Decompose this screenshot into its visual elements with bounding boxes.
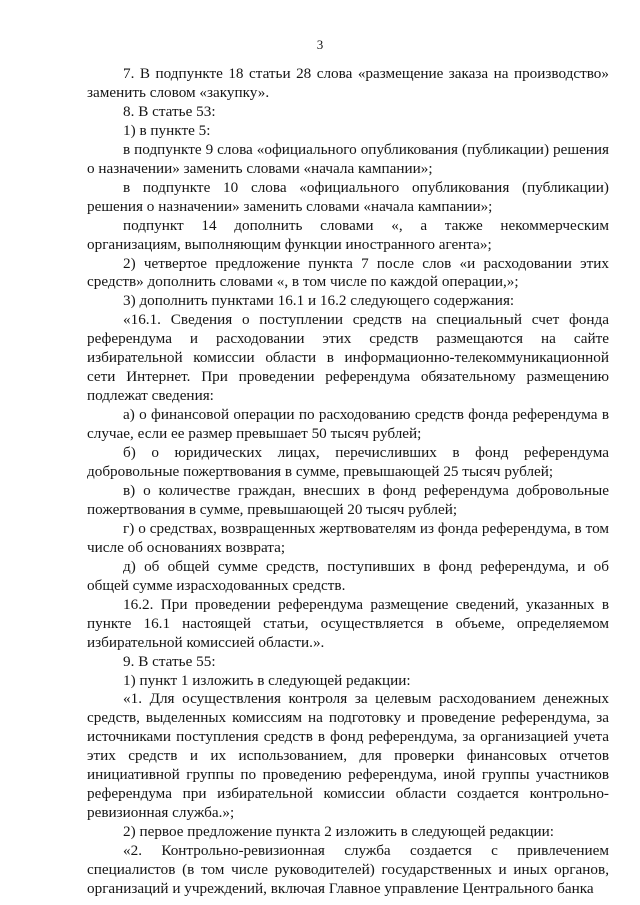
paragraph-item-9: 9. В статье 55:	[123, 652, 216, 670]
clause-16-1-b: б) о юридических лицах, перечисливших в фонд референдума добровольные пожертвования в сумме, превышающей 25 тысяч рублей;	[87, 444, 609, 481]
clause-16-1-v: в) о количестве граждан, внесших в фонд референдума добровольные пожертвования в сумме, превышающей 20 тысяч рублей;	[87, 481, 609, 518]
clause-55-2: «2. Контрольно-ревизионная служба создается с привлечением специалистов (в том числе руководителей) государственных и иных органов, организаций и учреждений, включая Главное управление Центрального банка	[87, 842, 609, 897]
clause-55-1: «1. Для осуществления контроля за целевым расходованием денежных средств, выделенных комиссиям на подготовку и проведение референдума, за источниками поступления средств в фонд референдума, за организацией учета этих средств и их использованием, для проверки финансовых отчетов инициативной группы по проведению референдума, иной группы участников референдума при избирательной комиссии области создается контрольно-ревизионная служба.»;	[87, 690, 609, 822]
paragraph-subpoint-9: в подпункте 9 слова «официального опубликования (публикации) решения о назначении» заменить словами «начала кампании»;	[87, 140, 609, 177]
clause-16-1-d: д) об общей сумме средств, поступивших в фонд референдума, и об общей сумме израсходованных средств.	[87, 557, 609, 594]
paragraph-subpoint-14: подпункт 14 дополнить словами «, а также некоммерческим организациям, выполняющим функции иностранного агента»;	[87, 216, 609, 253]
paragraph-subpoint-10: в подпункте 10 слова «официального опубликования (публикации) решения о назначении» заменить словами «начала кампании»;	[87, 178, 609, 215]
page-number: 3	[316, 37, 324, 52]
paragraph-item-8: 8. В статье 53:	[123, 102, 216, 120]
subparagraph-2: 2) четвертое предложение пункта 7 после слов «и расходовании этих средств» дополнить словами «, в том числе по каждой операции,»;	[87, 254, 609, 291]
subparagraph-3: 3) дополнить пунктами 16.1 и 16.2 следующего содержания:	[123, 292, 515, 310]
clause-16-2: 16.2. При проведении референдума размещение сведений, указанных в пункте 16.1 настоящей статьи, осуществляется в объеме, определяемом избирательной комиссией области.».	[87, 595, 609, 651]
paragraph-item-7: 7. В подпункте 18 статьи 28 слова «размещение заказа на производство» заменить словом «закупку».	[87, 65, 609, 101]
clause-16-1-a: а) о финансовой операции по расходованию средств фонда референдума в случае, если ее размер превышает 50 тысяч рублей;	[87, 406, 609, 443]
document-body	[87, 65, 609, 899]
subparagraph-2-article-55: 2) первое предложение пункта 2 изложить в следующей редакции:	[123, 823, 555, 841]
clause-16-1: «16.1. Сведения о поступлении средств на специальный счет фонда референдума и расходовании этих средств размещаются на сайте избирательной комиссии области в информационно-телекоммуникационной сети Интернет. При проведении референдума обязательному размещению подлежат сведения:	[87, 311, 609, 405]
subparagraph-1-article-55: 1) пункт 1 изложить в следующей редакции:	[123, 671, 411, 689]
clause-16-1-g: г) о средствах, возвращенных жертвователям из фонда референдума, в том числе об основаниях возврата;	[87, 519, 609, 556]
subparagraph-1: 1) в пункте 5:	[123, 121, 211, 139]
